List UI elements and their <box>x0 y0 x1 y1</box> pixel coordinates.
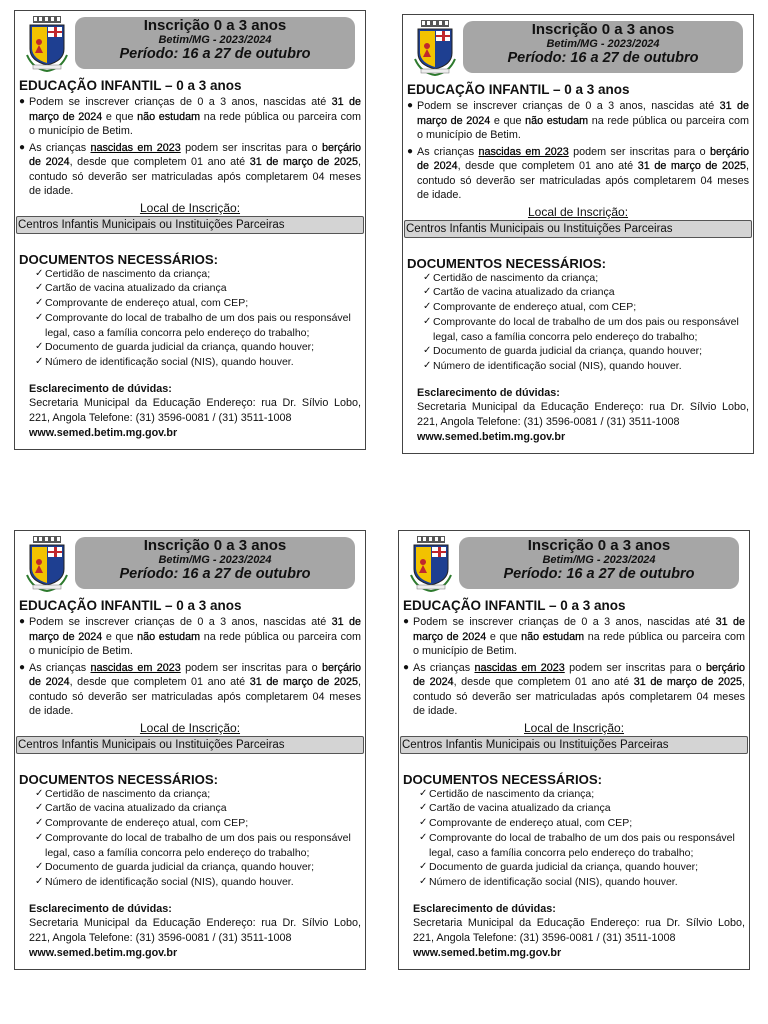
eligibility-paragraph: ● Podem se inscrever crianças de 0 a 3 anos, nascidas até 31 de março de 2024 e que não estudam na rede pública ou parceira com o município de Betim. <box>19 616 361 657</box>
bullet-icon: ● <box>403 661 410 673</box>
bullet-icon: ● <box>19 616 26 627</box>
flyer-subtitle: Betim/MG - 2023/2024 <box>158 554 272 566</box>
checkmark-icon: ✓ <box>423 271 432 283</box>
list-item: ✓ Documento de guarda judicial da criança, quando houver; <box>423 345 703 358</box>
list-item: ✓ Comprovante do local de trabalho de um dos pais ou responsável legal, caso a família concorra pelo endereço do trabalho; <box>419 831 735 859</box>
betim-coat-of-arms-icon <box>25 535 69 593</box>
docs-list <box>35 787 361 891</box>
website-link[interactable]: www.semed.betim.mg.gov.br <box>413 947 562 960</box>
flyer-title: Inscrição 0 a 3 anos <box>531 21 675 38</box>
checkmark-icon: ✓ <box>423 345 432 357</box>
help-title: Esclarecimento de dúvidas: <box>29 383 172 396</box>
nursery-paragraph: ● As crianças nascidas em 2023 podem ser inscritas para o berçário de 2024, desde que completem 01 ano até 31 de março de 2025, contudo só deverão ser matriculadas após completarem 04 meses de idade. <box>407 145 750 201</box>
help-address: Secretaria Municipal da Educação Endereço: rua Dr. Sílvio Lobo, 221, Angola Telefone: (31) 3596-0081 / (31) 3511-1008 <box>29 917 361 945</box>
local-label: Local de Inscrição: <box>139 200 241 215</box>
checkmark-icon: ✓ <box>423 360 432 372</box>
nursery-paragraph: ● As crianças nascidas em 2023 podem ser inscritas para o berçário de 2024, desde que completem 01 ano até 31 de março de 2025, contudo só deverão ser matriculadas após completarem 04 meses de idade. <box>19 141 362 197</box>
list-item: ✓ Cartão de vacina atualizado da criança <box>35 802 227 815</box>
flyer-header <box>403 535 745 595</box>
flyer-period: Período: 16 a 27 de outubro <box>503 566 695 582</box>
list-item: ✓ Número de identificação social (NIS), quando houver. <box>419 876 678 889</box>
list-item: ✓ Documento de guarda judicial da criança, quando houver; <box>35 861 315 874</box>
title-banner <box>459 537 739 589</box>
list-item: ✓ Comprovante de endereço atual, com CEP; <box>423 301 637 314</box>
checkmark-icon: ✓ <box>35 356 44 368</box>
local-value: Centros Infantis Municipais ou Instituições Parceiras <box>16 216 364 234</box>
flyer-period: Período: 16 a 27 de outubro <box>119 46 311 62</box>
docs-title: DOCUMENTOS NECESSÁRIOS: <box>407 255 607 271</box>
title-banner <box>463 21 743 73</box>
list-item: ✓ Comprovante de endereço atual, com CEP; <box>419 817 633 830</box>
bullet-icon: ● <box>19 661 26 673</box>
list-item: ✓ Cartão de vacina atualizado da criança <box>423 286 615 299</box>
nursery-paragraph: ● As crianças nascidas em 2023 podem ser inscritas para o berçário de 2024, desde que completem 01 ano até 31 de março de 2025, contudo só deverão ser matriculadas após completarem 04 meses de idade. <box>403 661 746 717</box>
bullet-icon: ● <box>407 145 414 157</box>
flyer-card <box>14 530 366 970</box>
bullet-icon: ● <box>403 616 410 627</box>
checkmark-icon: ✓ <box>35 297 44 309</box>
website-link[interactable]: www.semed.betim.mg.gov.br <box>29 947 178 960</box>
docs-list <box>35 267 361 371</box>
betim-coat-of-arms-icon <box>25 15 69 73</box>
docs-title: DOCUMENTOS NECESSÁRIOS: <box>19 251 219 267</box>
title-banner <box>75 17 355 69</box>
list-item: ✓ Documento de guarda judicial da criança, quando houver; <box>419 861 699 874</box>
bullet-icon: ● <box>19 141 26 153</box>
list-item: ✓ Número de identificação social (NIS), quando houver. <box>35 356 294 369</box>
list-item: ✓ Cartão de vacina atualizado da criança <box>35 282 227 295</box>
flyer-subtitle: Betim/MG - 2023/2024 <box>546 38 660 50</box>
checkmark-icon: ✓ <box>35 861 44 873</box>
checkmark-icon: ✓ <box>35 311 44 323</box>
list-item: ✓ Número de identificação social (NIS), quando houver. <box>423 360 682 373</box>
flyer-card <box>402 14 754 454</box>
checkmark-icon: ✓ <box>35 831 44 843</box>
checkmark-icon: ✓ <box>35 876 44 888</box>
local-value: Centros Infantis Municipais ou Instituições Parceiras <box>404 220 752 238</box>
bullet-icon: ● <box>19 96 26 107</box>
list-item: ✓ Número de identificação social (NIS), quando houver. <box>35 876 294 889</box>
list-item: ✓ Certidão de nascimento da criança; <box>419 787 595 800</box>
checkmark-icon: ✓ <box>419 861 428 873</box>
docs-list <box>423 271 749 375</box>
flyer-subtitle: Betim/MG - 2023/2024 <box>158 34 272 46</box>
betim-coat-of-arms-icon <box>409 535 453 593</box>
betim-coat-of-arms-icon <box>413 19 457 77</box>
flyer-header <box>19 535 361 595</box>
list-item: ✓ Cartão de vacina atualizado da criança <box>419 802 611 815</box>
checkmark-icon: ✓ <box>419 831 428 843</box>
checkmark-icon: ✓ <box>423 315 432 327</box>
section-title: EDUCAÇÃO INFANTIL – 0 a 3 anos <box>407 82 630 97</box>
eligibility-paragraph: ● Podem se inscrever crianças de 0 a 3 anos, nascidas até 31 de março de 2024 e que não estudam na rede pública ou parceira com o município de Betim. <box>407 100 749 141</box>
list-item: ✓ Certidão de nascimento da criança; <box>35 787 211 800</box>
flyer-period: Período: 16 a 27 de outubro <box>507 50 699 66</box>
checkmark-icon: ✓ <box>35 787 44 799</box>
list-item: ✓ Comprovante do local de trabalho de um dos pais ou responsável legal, caso a família concorra pelo endereço do trabalho; <box>423 315 739 343</box>
local-label: Local de Inscrição: <box>523 720 625 735</box>
list-item: ✓ Comprovante de endereço atual, com CEP; <box>35 817 249 830</box>
list-item: ✓ Comprovante do local de trabalho de um dos pais ou responsável legal, caso a família concorra pelo endereço do trabalho; <box>35 831 351 859</box>
eligibility-paragraph: ● Podem se inscrever crianças de 0 a 3 anos, nascidas até 31 de março de 2024 e que não estudam na rede pública ou parceira com o município de Betim. <box>19 96 361 137</box>
help-address: Secretaria Municipal da Educação Endereço: rua Dr. Sílvio Lobo, 221, Angola Telefone: (31) 3596-0081 / (31) 3511-1008 <box>29 397 361 425</box>
help-title: Esclarecimento de dúvidas: <box>413 903 556 916</box>
flyer-title: Inscrição 0 a 3 anos <box>143 537 287 554</box>
local-label: Local de Inscrição: <box>139 720 241 735</box>
local-label: Local de Inscrição: <box>527 204 629 219</box>
nursery-paragraph: ● As crianças nascidas em 2023 podem ser inscritas para o berçário de 2024, desde que completem 01 ano até 31 de março de 2025, contudo só deverão ser matriculadas após completarem 04 meses de idade. <box>19 661 362 717</box>
flyer-card <box>14 10 366 450</box>
help-title: Esclarecimento de dúvidas: <box>417 387 560 400</box>
flyer-card <box>398 530 750 970</box>
section-title: EDUCAÇÃO INFANTIL – 0 a 3 anos <box>19 598 242 613</box>
website-link[interactable]: www.semed.betim.mg.gov.br <box>29 427 178 440</box>
checkmark-icon: ✓ <box>419 787 428 799</box>
help-address: Secretaria Municipal da Educação Endereço: rua Dr. Sílvio Lobo, 221, Angola Telefone: (31) 3596-0081 / (31) 3511-1008 <box>417 401 749 429</box>
eligibility-paragraph: ● Podem se inscrever crianças de 0 a 3 anos, nascidas até 31 de março de 2024 e que não estudam na rede pública ou parceira com o município de Betim. <box>403 616 745 657</box>
checkmark-icon: ✓ <box>35 817 44 829</box>
checkmark-icon: ✓ <box>35 802 44 814</box>
list-item: ✓ Comprovante de endereço atual, com CEP; <box>35 297 249 310</box>
section-title: EDUCAÇÃO INFANTIL – 0 a 3 anos <box>19 78 242 93</box>
list-item: ✓ Certidão de nascimento da criança; <box>35 267 211 280</box>
local-value: Centros Infantis Municipais ou Instituições Parceiras <box>16 736 364 754</box>
flyer-header <box>19 15 361 75</box>
checkmark-icon: ✓ <box>423 301 432 313</box>
flyer-period: Período: 16 a 27 de outubro <box>119 566 311 582</box>
list-item: ✓ Certidão de nascimento da criança; <box>423 271 599 284</box>
bullet-icon: ● <box>407 100 414 111</box>
checkmark-icon: ✓ <box>419 802 428 814</box>
docs-list <box>419 787 745 891</box>
section-title: EDUCAÇÃO INFANTIL – 0 a 3 anos <box>403 598 626 613</box>
checkmark-icon: ✓ <box>35 282 44 294</box>
list-item: ✓ Comprovante do local de trabalho de um dos pais ou responsável legal, caso a família concorra pelo endereço do trabalho; <box>35 311 351 339</box>
local-value: Centros Infantis Municipais ou Instituições Parceiras <box>400 736 748 754</box>
checkmark-icon: ✓ <box>35 341 44 353</box>
docs-title: DOCUMENTOS NECESSÁRIOS: <box>19 771 219 787</box>
checkmark-icon: ✓ <box>423 286 432 298</box>
website-link[interactable]: www.semed.betim.mg.gov.br <box>417 431 566 444</box>
list-item: ✓ Documento de guarda judicial da criança, quando houver; <box>35 341 315 354</box>
help-address: Secretaria Municipal da Educação Endereço: rua Dr. Sílvio Lobo, 221, Angola Telefone: (31) 3596-0081 / (31) 3511-1008 <box>413 917 745 945</box>
flyer-header <box>407 19 749 79</box>
checkmark-icon: ✓ <box>35 267 44 279</box>
checkmark-icon: ✓ <box>419 817 428 829</box>
help-title: Esclarecimento de dúvidas: <box>29 903 172 916</box>
checkmark-icon: ✓ <box>419 876 428 888</box>
title-banner <box>75 537 355 589</box>
docs-title: DOCUMENTOS NECESSÁRIOS: <box>403 771 603 787</box>
flyer-title: Inscrição 0 a 3 anos <box>527 537 671 554</box>
flyer-subtitle: Betim/MG - 2023/2024 <box>542 554 656 566</box>
flyer-title: Inscrição 0 a 3 anos <box>143 17 287 34</box>
